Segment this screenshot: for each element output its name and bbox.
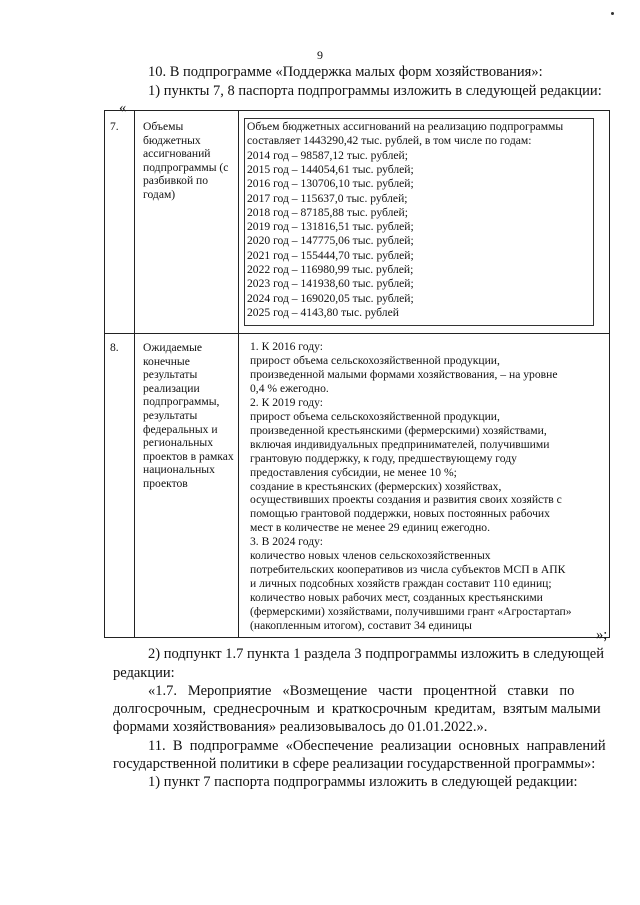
row-8-name-line: проектов <box>143 477 188 490</box>
row-7-name-line: Объемы <box>143 120 184 133</box>
row-7-content-line: 2018 год – 87185,88 тыс. рублей; <box>247 205 408 219</box>
row-7-content-line: 2025 год – 4143,80 тыс. рублей <box>247 305 399 319</box>
body-line: 11. В подпрограмме «Обеспечение реализации основных направлений <box>148 738 606 754</box>
row-8-name-line: Ожидаемые <box>143 341 203 354</box>
row-7-name-line: годам) <box>143 187 176 201</box>
row-7-content-line: составляет 1443290,42 тыс. рублей, в том числе по годам: <box>247 134 532 148</box>
page-number: 9 <box>317 48 323 62</box>
row-8-content-line: грантовую поддержку, к году, предшествующему году <box>250 451 517 465</box>
row-7-content-line: 2016 год – 130706,10 тыс. рублей; <box>247 177 414 191</box>
row-8-content-line: прирост объема сельскохозяйственной продукции, <box>250 409 500 423</box>
row-8-content-line: произведенной крестьянскими (фермерскими) хозяйствами, <box>250 423 547 437</box>
quote-open: « <box>119 100 127 116</box>
row-8-content-line: помощью грантовой поддержки, новых постоянных рабочих <box>250 507 550 521</box>
quote-close: »; <box>596 627 608 643</box>
row-8-content-line: количество новых членов сельскохозяйственных <box>250 549 491 563</box>
row-8-content-line: произведенной малыми формами хозяйствования, – на уровне <box>250 367 558 381</box>
row-8-content-line: (накопленным итогом), составит 34 единицы <box>250 619 472 632</box>
row-8-name-line: конечные <box>143 354 190 368</box>
row-7-content-line: 2019 год – 131816,51 тыс. рублей; <box>247 220 414 234</box>
row-8-content-line: мест в количестве не менее 29 единиц ежегодно. <box>250 521 490 535</box>
scan-speck <box>611 12 614 15</box>
table-col-divider-2 <box>238 110 239 638</box>
row-7-content-line: Объем бюджетных ассигнований на реализацию подпрограммы <box>247 120 564 133</box>
body-line: государственной политики в сфере реализации государственной программы»: <box>113 756 596 772</box>
row-8-content-line: создание в крестьянских (фермерских) хозяйствах, <box>250 479 502 493</box>
row-8-name-line: национальных <box>143 463 215 477</box>
row-7-content-line: 2022 год – 116980,99 тыс. рублей; <box>247 263 414 276</box>
body-line: долгосрочным, среднесрочным и краткосрочным кредитам, взятым малыми <box>113 701 601 717</box>
row-8-content-line: количество новых рабочих мест, созданных крестьянскими <box>250 591 543 605</box>
row-7-content-line: 2023 год – 141938,60 тыс. рублей; <box>247 277 414 291</box>
row-8-content-line: 0,4 % ежегодно. <box>250 381 329 395</box>
row-8-name-line: региональных <box>143 436 214 450</box>
body-line: 1) пункт 7 паспорта подпрограммы изложить в следующей редакции: <box>148 774 578 790</box>
row-7-name-line: бюджетных <box>143 133 201 147</box>
instruction-line: 1) пункты 7, 8 паспорта подпрограммы изложить в следующей редакции: <box>148 83 602 99</box>
row-8-content-line: включая индивидуальных предпринимателей, получившими <box>250 437 550 451</box>
table-row-divider <box>104 333 610 334</box>
row-8-name-line: результаты <box>143 409 198 422</box>
body-line: «1.7. Мероприятие «Возмещение части процентной ставки по <box>148 683 575 699</box>
row-8-content-line: осуществивших проекты создания и развития своих хозяйств с <box>250 493 562 507</box>
row-8-name-line: проектов в рамках <box>143 449 234 463</box>
body-line: редакции: <box>113 665 175 681</box>
body-line: 2) подпункт 1.7 пункта 1 раздела 3 подпрограммы изложить в следующей <box>148 646 604 662</box>
row-7-content-line: 2015 год – 144054,61 тыс. рублей; <box>247 162 414 176</box>
row-8-name-line: федеральных и <box>143 422 218 436</box>
body-line: формами хозяйствования» реализовывалось до 01.01.2022.». <box>113 719 488 735</box>
row-7-content-line: 2024 год – 169020,05 тыс. рублей; <box>247 291 414 305</box>
row-7-number: 7. <box>110 120 119 133</box>
section-heading: 10. В подпрограмме «Поддержка малых форм хозяйствования»: <box>148 64 543 80</box>
row-7-content-line: 2021 год – 155444,70 тыс. рублей; <box>247 248 414 262</box>
row-7-content-line: 2014 год – 98587,12 тыс. рублей; <box>247 148 408 162</box>
row-8-name-line: подпрограммы, <box>143 395 220 409</box>
row-8-name-line: результаты <box>143 368 198 382</box>
row-8-content-line: потребительских кооперативов из числа субъектов МСП в АПК <box>250 563 566 577</box>
row-7-name-line: разбивкой по <box>143 174 209 187</box>
row-8-content-line: (фермерскими) хозяйствами, получившими грант «Агростартап» <box>250 605 572 619</box>
row-8-content-line: 2. К 2019 году: <box>250 395 324 409</box>
row-7-name-line: ассигнований <box>143 147 211 160</box>
row-8-number: 8. <box>110 341 119 354</box>
row-8-content-line: и личных подсобных хозяйств граждан составит 110 единиц; <box>250 577 552 591</box>
row-8-content-line: 1. К 2016 году: <box>250 340 324 353</box>
row-8-name-line: реализации <box>143 381 200 395</box>
row-8-content-line: предоставления субсидии, не менее 10 %; <box>250 465 457 479</box>
row-7-content-line: 2017 год – 115637,0 тыс. рублей; <box>247 191 408 205</box>
table-col-divider-1 <box>134 110 135 638</box>
row-8-content-line: 3. В 2024 году: <box>250 535 324 549</box>
row-7-name-line: подпрограммы (с <box>143 160 229 174</box>
row-7-content-line: 2020 год – 147775,06 тыс. рублей; <box>247 234 414 248</box>
row-8-content-line: прирост объема сельскохозяйственной продукции, <box>250 353 500 367</box>
